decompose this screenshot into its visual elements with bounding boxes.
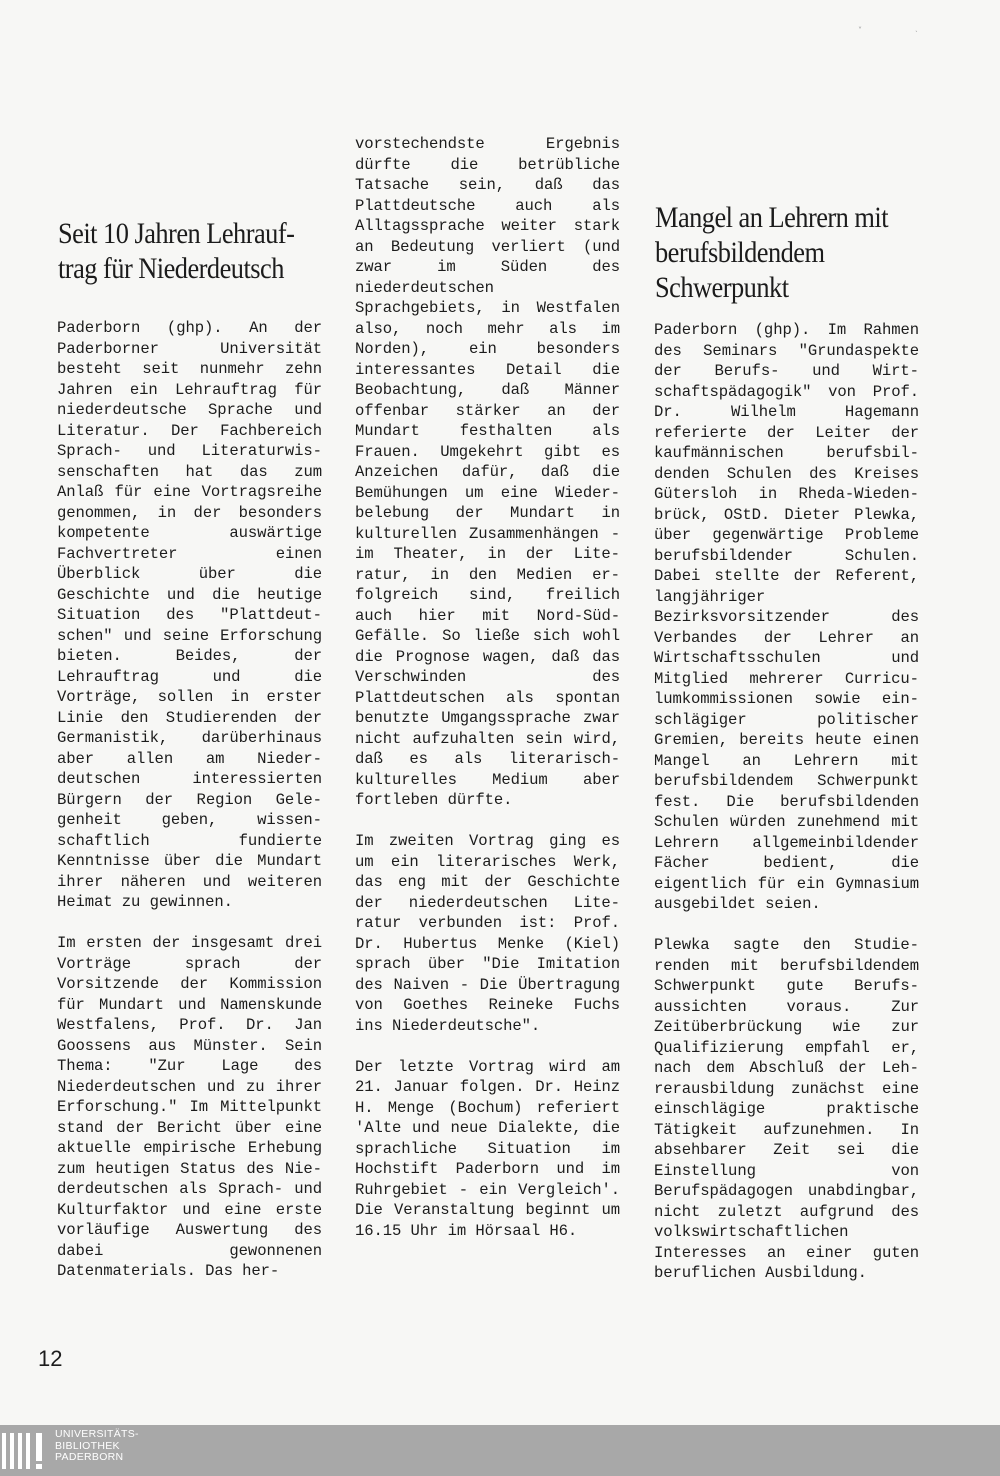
article-paragraph: Im zweiten Vortrag ging es um ein literarisches Werk, das eng mit der Geschichte der niederdeutschen Literatur verbunden ist: Prof. Dr. Hubertus Menke (Kiel) sprach über "Die Imitation des Naiven - Die Übertragung von Goethes Reineke Fuchs ins Niederdeutsche". (355, 832, 620, 1035)
headline-line: Mangel an Lehrern mit (655, 201, 889, 234)
article-paragraph: Plewka sagte den Studierenden mit berufsbildendem Schwerpunkt gute Berufsaussichten voraus. Zur Zeitüberbrückung wie zur Qualifizierung empfahl er, nach dem Abschluß der Lehrerausbildung zunächst eine einschlägige praktische Tätigkeit aufzunehmen. In absehbarer Zeit sei die Einstellung von Berufspädagogen unabdingbar, nicht zuletzt aufgrund des volkswirtschaftlichen Interesses an einer guten beruflichen Ausbildung. (654, 936, 919, 1282)
headline-line: trag für Niederdeutsch (58, 252, 284, 285)
article-paragraph: Paderborn (ghp). Im Rahmen des Seminars "Grundaspekte der Berufs- und Wirtschaftspädagogik" von Prof. Dr. Wilhelm Hagemann referierte der Leiter der kaufmännischen berufsbildenden Schulen des Kreises Gütersloh in Rheda-Wiedenbrück, OStD. Dieter Plewka, über gegenwärtige Probleme berufsbildender Schulen. Dabei stellte der Referent, langjähriger Bezirksvorsitzender des Verbandes der Lehrer an Wirtschaftsschulen und Mitglied mehrerer Curriculumkommissionen sowie einschlägiger politischer Gremien, bereits heute einen Mangel an Lehrern mit berufsbildendem Schwerpunkt fest. Die berufsbildenden Schulen würden zunehmend mit Lehrern allgemeinbildender Fächer bedient, die eigentlich für ein Gymnasium ausgebildet seien. (654, 321, 919, 913)
scan-speck-mark-icon: ˅ (858, 26, 862, 35)
scan-speck-mark-icon: ˴ (915, 26, 918, 35)
article-paragraph: Paderborn (ghp). An der Paderborner Universität besteht seit nunmehr zehn Jahren ein Lehrauftrag für niederdeutsche Sprache und Literatur. Der Fachbereich Sprach- und Literaturwissenschaften hat das zum Anlaß für eine Vortragsreihe genommen, in der besonders kompetente auswärtige Fachvertreter einen Überblick über die Geschichte und die heutige Situation des "Plattdeutschen" und seine Erforschung bieten. Beides, der Lehrauftrag und die Vorträge, sollen in erster Linie den Studierenden der Germanistik, darüberhinaus aber allen am Niederdeutschen interessierten Bürgern der Region Gelegenheit geben, wissenschaftlich fundierte Kenntnisse über die Mundart ihrer näheren und weiteren Heimat zu gewinnen. (57, 319, 322, 911)
library-footer-bar (0, 1425, 1000, 1476)
article-column-right (654, 320, 919, 1304)
article-paragraph: vorstechendste Ergebnis dürfte die betrübliche Tatsache sein, daß das Plattdeutsche auch als Alltagssprache weiter stark an Bedeutung verliert (und zwar im Süden des niederdeutschen Sprachgebiets, in Westfalen also, noch mehr als im Norden), ein besonders interessantes Detail die Beobachtung, daß Männer offenbar stärker an der Mundart festhalten als Frauen. Umgekehrt gibt es Anzeichen dafür, daß die Bemühungen um eine Wiederbelebung der Mundart in kulturellen Zusammenhängen - im Theater, in der Literatur, in den Medien erfolgreich sind, freilich auch hier mit Nord-Süd-Gefälle. So ließe sich wohl die Prognose wagen, daß das Verschwinden des Plattdeutschen als spontan benutzte Umgangssprache zwar nicht aufzuhalten sein wird, daß es als literarisch-kulturelles Medium aber fortleben dürfte. (355, 135, 620, 809)
article-column-left (57, 318, 322, 1302)
article-paragraph: Der letzte Vortrag wird am 21. Januar folgen. Dr. Heinz H. Menge (Bochum) referiert 'Alte und neue Dialekte, die sprachliche Situation im Hochstift Paderborn und im Ruhrgebiet - ein Vergleich'. Die Veranstaltung beginnt um 16.15 Uhr im Hörsaal H6. (355, 1057, 620, 1240)
article-column-middle (355, 134, 620, 1262)
headline-line: berufsbildendem (655, 236, 825, 269)
page-number: 12 (38, 1346, 63, 1371)
library-name-line: PADERBORN (55, 1451, 124, 1463)
headline-lehrauftrag (58, 216, 331, 286)
headline-line: Schwerpunkt (655, 271, 789, 304)
library-name (55, 1429, 139, 1464)
library-barcode-logo-icon (0, 1429, 48, 1472)
library-name-line: UNIVERSITÄTS- (55, 1428, 139, 1440)
headline-line: Seit 10 Jahren Lehrauf- (58, 217, 295, 250)
library-name-line: BIBLIOTHEK (55, 1439, 120, 1452)
headline-mangel-an-lehrern (655, 200, 919, 305)
article-paragraph: Im ersten der insgesamt drei Vorträge sprach der Vorsitzende der Kommission für Mundart und Namenskunde Westfalens, Prof. Dr. Jan Goossens aus Münster. Sein Thema: "Zur Lage des Niederdeutschen und zu ihrer Erforschung." Im Mittelpunkt stand der Bericht über eine aktuelle empirische Erhebung zum heutigen Status des Niederdeutschen als Sprach- und Kulturfaktor und eine erste vorläufige Auswertung des dabei gewonnenen Datenmaterials. Das her- (57, 934, 322, 1280)
